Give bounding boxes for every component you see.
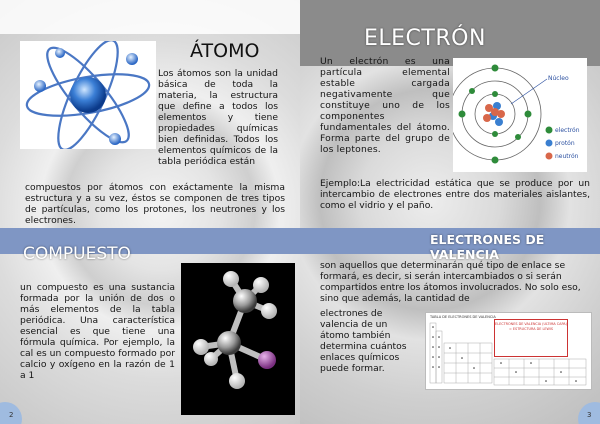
diagram-label-neutron: neutrón (555, 153, 579, 160)
valencia-title: ELECTRONES DE VALENCIA (430, 232, 545, 262)
page-number-left (0, 402, 22, 424)
atomo-text-beside: Los átomos son la unidad básica de toda la materia, la estructura que define a todos los elementos y tiene propiedades químicas bien definidas. Todos los elementos químicos de la tabla periódica están (158, 68, 278, 167)
molecule-illustration (181, 263, 295, 415)
diagram-label-nucleus: Núcleo (548, 75, 569, 82)
diagram-label-electron: electrón (555, 127, 580, 134)
electron-text-full: Ejemplo:La electricidad estática que se produce por un intercambio de electrones entre dos materiales aislantes, como el vidrio y el paño. (320, 178, 590, 211)
electron-title: ELECTRÓN (364, 26, 486, 51)
page-number-right (578, 402, 600, 424)
valence-table-image (425, 312, 592, 390)
valence-table-title: TABLA DE ELECTRONES DE VALENCIA (430, 315, 496, 319)
nucleus (483, 102, 505, 126)
compuesto-title: COMPUESTO (23, 244, 131, 264)
atomo-title: ÁTOMO (190, 40, 260, 62)
lewis-note-box: ELECTRONES DE VALENCIA (ULTIMA CAPA) = ESTRUCTURA DE LEWIS (494, 319, 568, 357)
page-number-left-label: 2 (9, 411, 14, 419)
valencia-text-full: son aquellos que determinarán qué tipo de enlace se formará, es decir, si serán intercambiados o si serán compartidos entre los átomos involucrados. No solo eso, sino que además, la cantidad de (320, 260, 581, 304)
electron-text-beside: Un electrón es una partícula elemental estable cargada negativamente que constituye uno de los componentes fundamentales del átomo. Forma parte del grupo de los leptones. (320, 56, 450, 155)
atom-model-diagram (453, 58, 587, 172)
right-page (300, 0, 600, 424)
atom-illustration (20, 41, 156, 149)
atomo-text-full: compuestos por átomos con exáctamente la misma estructura y a su vez, éstos se componen de tres tipos de partículas, como los protones, los neutrones y los electrones. (25, 182, 285, 226)
top-band (0, 0, 300, 34)
compuesto-text: un compuesto es una sustancia formada por la unión de dos o más elementos de la tabla periódica. Una característica esencial es que tiene una fórmula química. Por ejemplo, la cal es un compuesto formado por calcio y oxígeno en la razón de 1 a 1 (20, 282, 175, 381)
page-number-right-label: 3 (587, 411, 592, 419)
valencia-text-beside: electrones de valencia de un átomo también determina cuántos enlaces químicos puede formar. (320, 308, 407, 374)
diagram-label-proton: protón (555, 140, 575, 147)
